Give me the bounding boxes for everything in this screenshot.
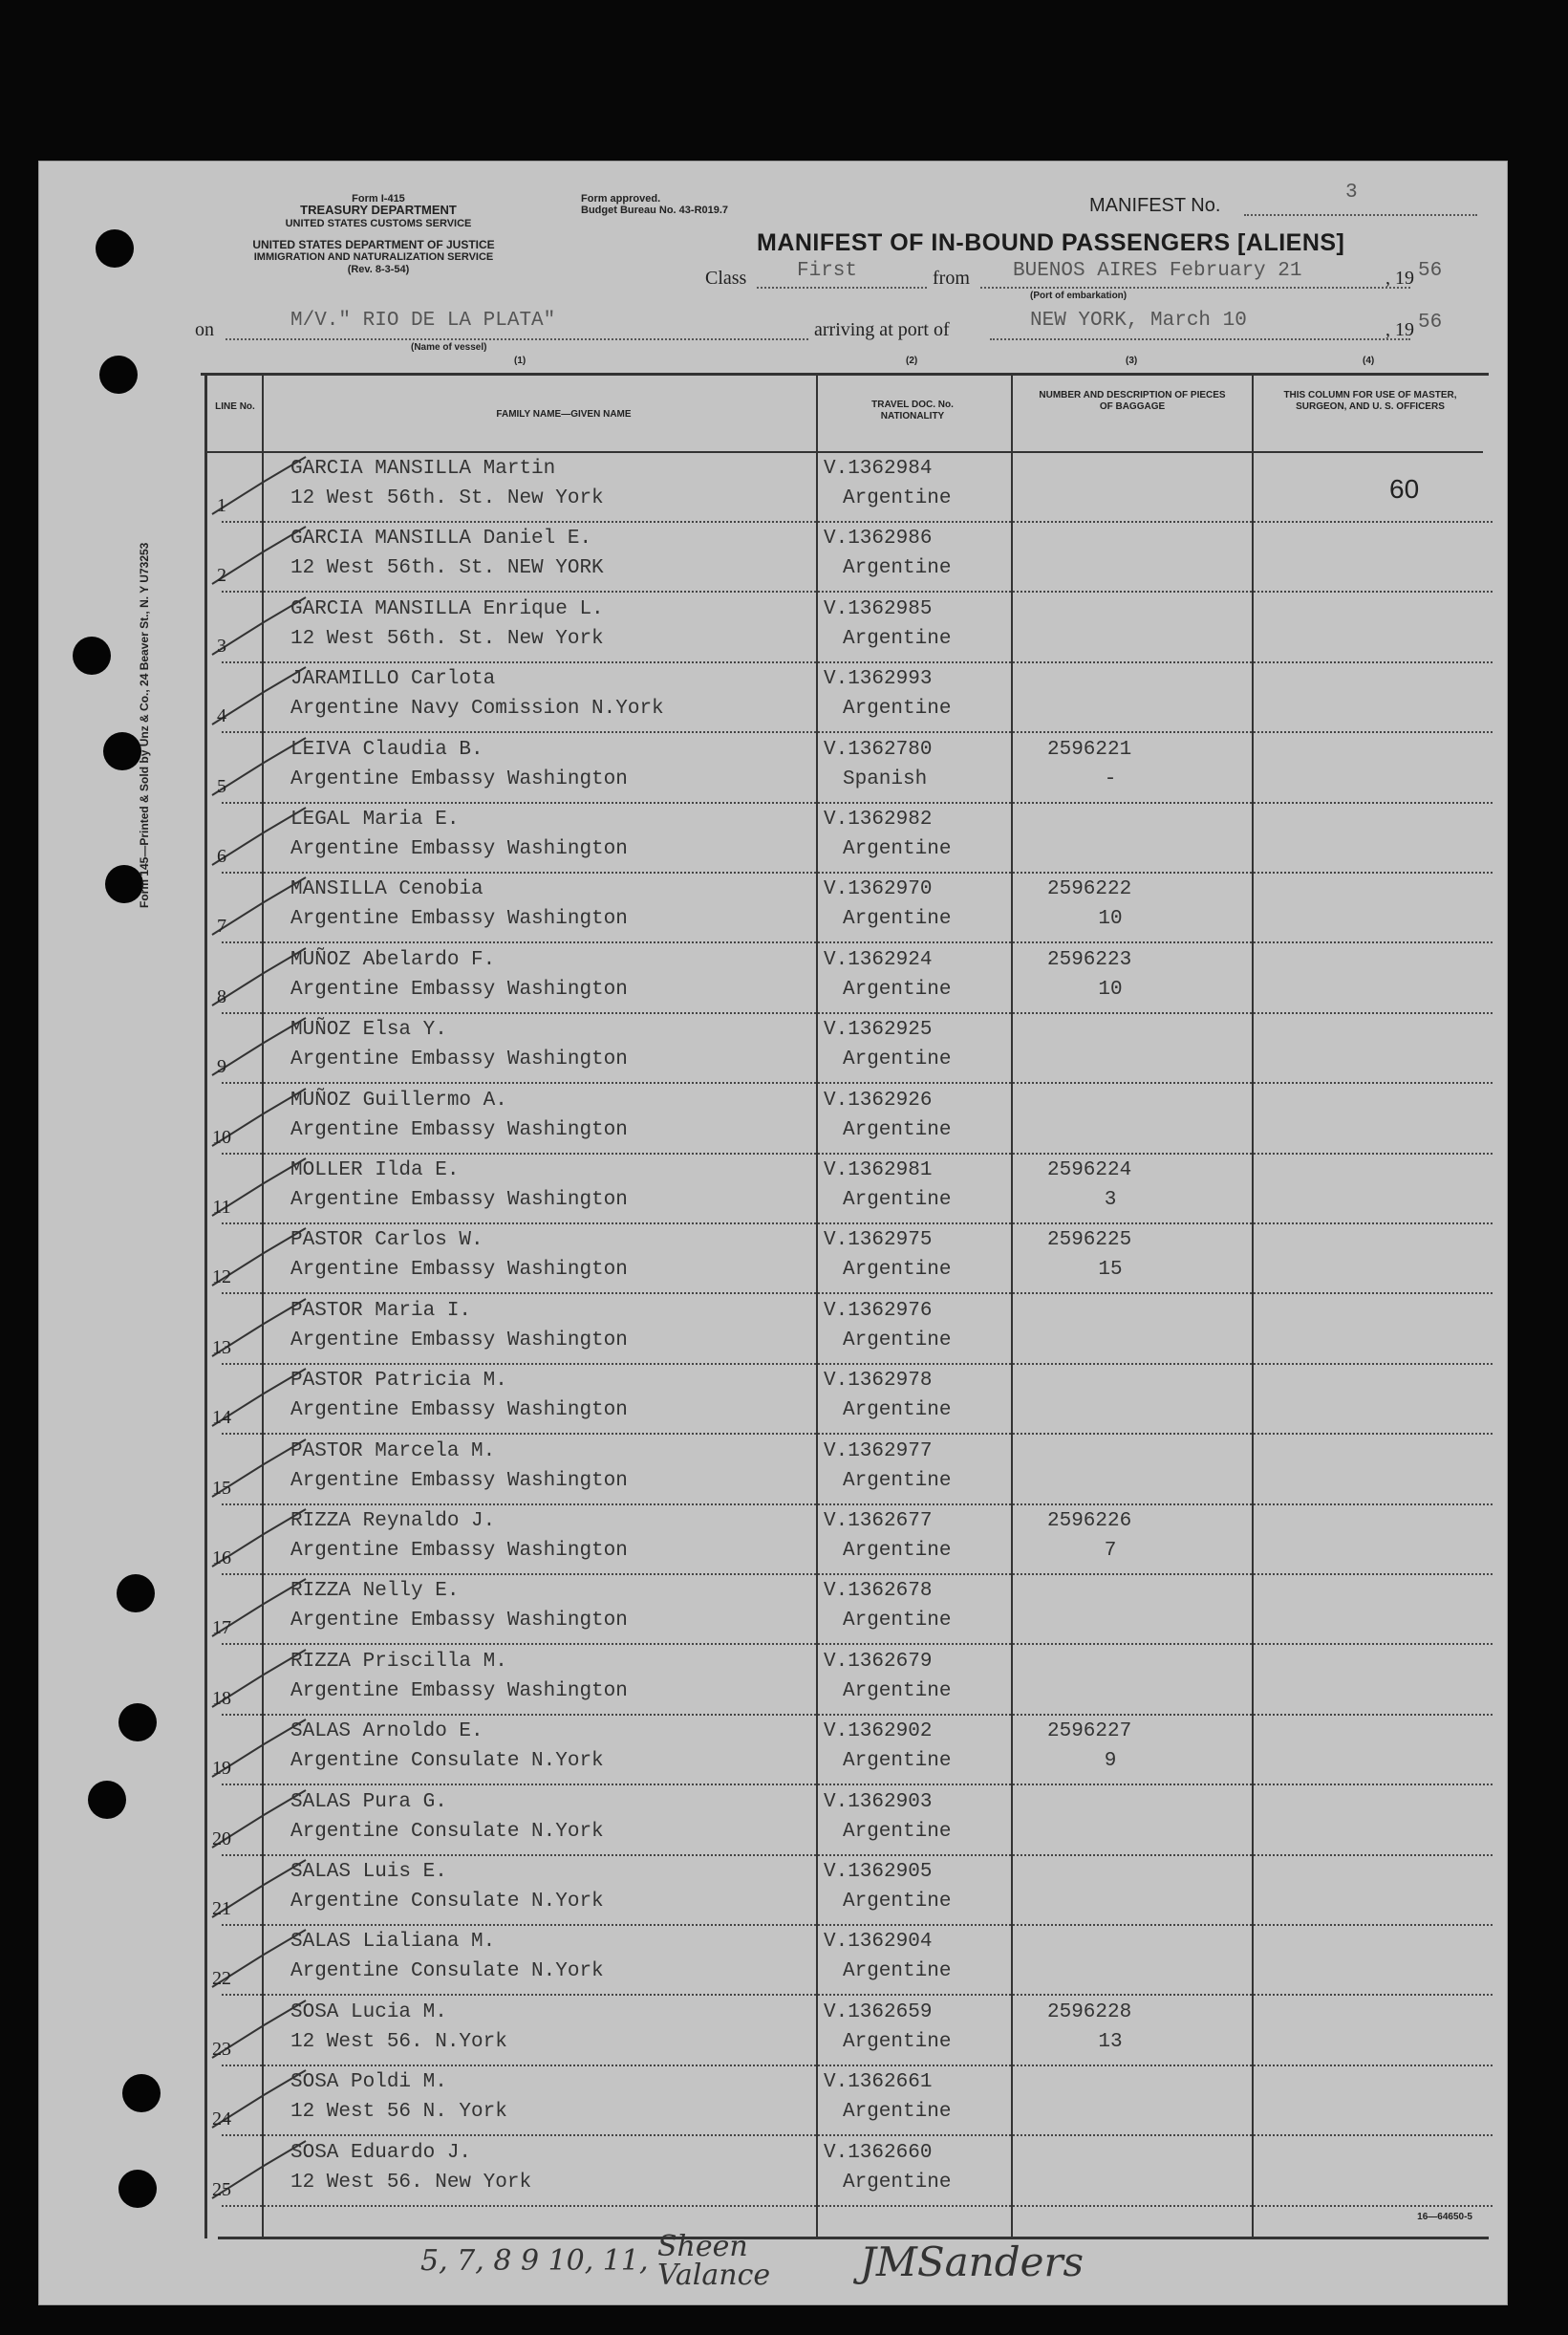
travel-doc-number: V.1362977 <box>824 1439 933 1462</box>
travel-doc-number: V.1362780 <box>824 738 933 761</box>
line-number: 18 <box>212 1687 231 1709</box>
passenger-address: Argentine Embassy Washington <box>290 1259 628 1282</box>
line-number: 16 <box>212 1547 231 1568</box>
passenger-address: Argentine Embassy Washington <box>290 1118 628 1141</box>
printer-imprint: Form 145—Printed & Sold by Unz & Co., 24 Beaver St., N. Y U73253 <box>138 542 151 908</box>
travel-doc-number: V.1362975 <box>824 1229 933 1252</box>
line-number: 4 <box>217 705 226 727</box>
on-label: on <box>195 319 214 340</box>
department: TREASURY DEPARTMENT <box>300 203 457 217</box>
passenger-address: Argentine Embassy Washington <box>290 838 628 860</box>
line-number: 22 <box>212 1968 231 1990</box>
manifest-number: 3 <box>1345 182 1358 204</box>
col-marker-3: (3) <box>1126 356 1138 366</box>
nationality: Argentine <box>843 698 952 721</box>
line-number: 21 <box>212 1898 231 1919</box>
passenger-name: GARCIA MANSILLA Enrique L. <box>290 597 604 620</box>
table-row <box>217 944 1493 1014</box>
baggage-pieces: - <box>1104 768 1117 790</box>
passenger-name: SOSA Lucia M. <box>290 2000 447 2023</box>
passenger-address: Argentine Embassy Washington <box>290 1679 628 1702</box>
punch-hole <box>118 2170 157 2208</box>
line-number: 8 <box>217 985 226 1007</box>
nationality: Argentine <box>843 627 952 650</box>
travel-doc-number: V.1362661 <box>824 2071 933 2094</box>
passenger-name: JARAMILLO Carlota <box>290 668 496 691</box>
passenger-address: Argentine Embassy Washington <box>290 1540 628 1562</box>
nationality: Spanish <box>843 768 928 790</box>
travel-doc-number: V.1362677 <box>824 1510 933 1532</box>
line-number: 6 <box>217 846 226 867</box>
table-row <box>212 1575 1493 1645</box>
passenger-name: GARCIA MANSILLA Daniel E. <box>290 528 592 551</box>
table-row <box>212 1365 1493 1435</box>
nationality: Argentine <box>843 1329 952 1351</box>
travel-doc-number: V.1362678 <box>824 1580 933 1603</box>
line-number: 20 <box>212 1827 231 1849</box>
passenger-address: Argentine Embassy Washington <box>290 768 628 790</box>
class-dotline <box>757 287 927 289</box>
passenger-name: MANSILLA Cenobia <box>290 878 483 901</box>
from-label: from <box>933 268 970 289</box>
officer-note: 60 <box>1389 474 1420 504</box>
table-bottom-border <box>218 2237 1489 2239</box>
baggage-number: 2596226 <box>1047 1510 1132 1532</box>
passenger-address: Argentine Embassy Washington <box>290 1469 628 1492</box>
travel-doc-number: V.1362985 <box>824 597 933 620</box>
line-number: 9 <box>217 1056 226 1078</box>
line-number: 15 <box>212 1477 231 1499</box>
passenger-address: Argentine Consulate N.York <box>290 1891 604 1913</box>
line-number: 23 <box>212 2038 231 2060</box>
year-1: 56 <box>1418 260 1443 282</box>
passenger-address: Argentine Embassy Washington <box>290 1329 628 1351</box>
line-number: 25 <box>212 2178 231 2200</box>
table-row <box>212 1646 1493 1716</box>
passenger-address: 12 West 56th. St. New York <box>290 487 604 509</box>
passenger-address: Argentine Navy Comission N.York <box>290 698 664 721</box>
table-row <box>217 594 1493 663</box>
from-dotline <box>980 287 1410 289</box>
nationality: Argentine <box>843 1750 952 1773</box>
nationality: Argentine <box>843 487 952 509</box>
punch-hole <box>88 1781 126 1819</box>
line-number: 19 <box>212 1758 231 1780</box>
col-header-doc: TRAVEL DOC. No. NATIONALITY <box>871 400 954 422</box>
year-2: 56 <box>1418 312 1443 334</box>
justice-department: UNITED STATES DEPARTMENT OF JUSTICE <box>252 238 495 251</box>
table-row <box>217 874 1493 943</box>
col-header-officers: THIS COLUMN FOR USE OF MASTER, SURGEON, AND U. S. OFFICERS <box>1283 390 1457 412</box>
manifest-title: MANIFEST OF IN-BOUND PASSENGERS [ALIENS] <box>757 229 1345 256</box>
passenger-address: 12 West 56 N. York <box>290 2101 507 2124</box>
handwritten-names: Sheen Valance <box>657 2230 771 2292</box>
passenger-address: Argentine Consulate N.York <box>290 1960 604 1983</box>
passenger-address: Argentine Embassy Washington <box>290 1049 628 1071</box>
form-code: 16—64650-5 <box>1417 2212 1472 2222</box>
table-row <box>212 1505 1493 1575</box>
passenger-address: Argentine Embassy Washington <box>290 908 628 931</box>
table-top-border <box>201 373 1489 376</box>
col-marker-1: (1) <box>514 356 526 366</box>
travel-doc-number: V.1362993 <box>824 668 933 691</box>
passenger-name: MUÑOZ Elsa Y. <box>290 1019 447 1042</box>
nationality: Argentine <box>843 1540 952 1562</box>
passenger-name: RIZZA Priscilla M. <box>290 1650 507 1673</box>
table-row <box>212 1716 1493 1785</box>
table-row <box>212 1224 1493 1294</box>
travel-doc-number: V.1362986 <box>824 528 933 551</box>
line-number: 10 <box>212 1126 231 1148</box>
form-number: Form I-415 <box>352 193 405 205</box>
col-marker-2: (2) <box>906 356 918 366</box>
line-number: 13 <box>212 1336 231 1358</box>
class-value: First <box>797 260 858 282</box>
nationality: Argentine <box>843 2030 952 2053</box>
table-row <box>217 1014 1493 1084</box>
handwritten-line-numbers: 5, 7, 8 9 10, 11, <box>420 2244 649 2278</box>
baggage-pieces: 9 <box>1104 1750 1117 1773</box>
punch-hole <box>99 356 138 394</box>
passenger-name: LEIVA Claudia B. <box>290 738 483 761</box>
punch-hole <box>103 732 141 770</box>
line-number: 11 <box>212 1197 231 1218</box>
passenger-name: SALAS Arnoldo E. <box>290 1720 483 1743</box>
baggage-pieces: 13 <box>1098 2030 1123 2053</box>
passenger-address: Argentine Consulate N.York <box>290 1750 604 1773</box>
travel-doc-number: V.1362902 <box>824 1720 933 1743</box>
travel-doc-number: V.1362984 <box>824 458 933 480</box>
line-number: 12 <box>212 1266 231 1288</box>
baggage-pieces: 7 <box>1104 1540 1117 1562</box>
passenger-address: Argentine Embassy Washington <box>290 1610 628 1632</box>
form-approved: Form approved. <box>581 193 661 205</box>
travel-doc-number: V.1362978 <box>824 1370 933 1393</box>
passenger-name: LEGAL Maria E. <box>290 809 460 831</box>
nationality: Argentine <box>843 978 952 1001</box>
passenger-name: PASTOR Patricia M. <box>290 1370 507 1393</box>
table-row <box>217 663 1493 733</box>
passenger-address: Argentine Embassy Washington <box>290 1399 628 1422</box>
baggage-number: 2596221 <box>1047 738 1132 761</box>
passenger-address: 12 West 56th. St. NEW YORK <box>290 557 604 580</box>
nationality: Argentine <box>843 1259 952 1282</box>
nationality: Argentine <box>843 1891 952 1913</box>
nationality: Argentine <box>843 1118 952 1141</box>
table-row <box>217 453 1493 523</box>
nationality: Argentine <box>843 2171 952 2194</box>
passenger-address: Argentine Embassy Washington <box>290 1189 628 1211</box>
passenger-name: SOSA Poldi M. <box>290 2071 447 2094</box>
punch-hole <box>73 637 111 675</box>
nationality: Argentine <box>843 1049 952 1071</box>
vessel-dotline <box>226 338 808 340</box>
baggage-number: 2596222 <box>1047 878 1132 901</box>
nationality: Argentine <box>843 1679 952 1702</box>
travel-doc-number: V.1362924 <box>824 948 933 971</box>
table-row <box>212 2137 1493 2207</box>
travel-doc-number: V.1362660 <box>824 2141 933 2164</box>
manifest-label: MANIFEST No. <box>1089 195 1221 216</box>
officer-signature: JMSanders <box>860 2238 1085 2285</box>
travel-doc-number: V.1362982 <box>824 809 933 831</box>
punch-hole <box>96 229 134 268</box>
line-number: 24 <box>212 2108 231 2130</box>
travel-doc-number: V.1362659 <box>824 2000 933 2023</box>
punch-hole <box>117 1574 155 1612</box>
travel-doc-number: V.1362679 <box>824 1650 933 1673</box>
nationality: Argentine <box>843 2101 952 2124</box>
passenger-address: Argentine Consulate N.York <box>290 1820 604 1843</box>
col-header-line: LINE No. <box>215 401 255 412</box>
passenger-name: RIZZA Reynaldo J. <box>290 1510 496 1532</box>
passenger-address: 12 West 56th. St. New York <box>290 627 604 650</box>
table-row <box>212 1786 1493 1856</box>
travel-doc-number: V.1362905 <box>824 1861 933 1883</box>
table-row <box>212 1926 1493 1996</box>
nationality: Argentine <box>843 557 952 580</box>
passenger-name: SALAS Pura G. <box>290 1790 447 1813</box>
customs-service: UNITED STATES CUSTOMS SERVICE <box>285 218 472 229</box>
travel-doc-number: V.1362926 <box>824 1089 933 1112</box>
nationality: Argentine <box>843 908 952 931</box>
port-caption: (Port of embarkation) <box>1030 291 1128 301</box>
passenger-name: MUÑOZ Abelardo F. <box>290 948 496 971</box>
baggage-number: 2596225 <box>1047 1229 1132 1252</box>
arrival-value: NEW YORK, March 10 <box>1030 310 1247 332</box>
revision: (Rev. 8-3-54) <box>347 264 410 275</box>
travel-doc-number: V.1362976 <box>824 1299 933 1322</box>
passenger-name: SALAS Lialiana M. <box>290 1931 496 1954</box>
year-prefix-1: , 19 <box>1385 268 1414 289</box>
table-row <box>212 1155 1493 1224</box>
budget-bureau: Budget Bureau No. 43-R019.7 <box>581 205 729 216</box>
baggage-pieces: 3 <box>1104 1189 1117 1211</box>
table-row <box>212 1436 1493 1505</box>
nationality: Argentine <box>843 1399 952 1422</box>
passenger-name: MOLLER Ilda E. <box>290 1159 460 1181</box>
arriving-label: arriving at port of <box>814 319 950 340</box>
passenger-address: Argentine Embassy Washington <box>290 978 628 1001</box>
line-number: 3 <box>217 635 226 657</box>
arrival-dotline <box>990 338 1410 340</box>
line-number: 1 <box>217 495 226 516</box>
ins-service: IMMIGRATION AND NATURALIZATION SERVICE <box>253 251 494 263</box>
passenger-name: PASTOR Maria I. <box>290 1299 472 1322</box>
line-number: 5 <box>217 775 226 797</box>
punch-hole <box>118 1703 157 1741</box>
baggage-pieces: 10 <box>1098 908 1123 931</box>
travel-doc-number: V.1362970 <box>824 878 933 901</box>
passenger-name: PASTOR Carlos W. <box>290 1229 483 1252</box>
passenger-address: 12 West 56. N.York <box>290 2030 507 2053</box>
passenger-name: SOSA Eduardo J. <box>290 2141 472 2164</box>
passenger-address: 12 West 56. New York <box>290 2171 532 2194</box>
punch-hole <box>122 2074 161 2112</box>
table-row <box>217 734 1493 804</box>
travel-doc-number: V.1362903 <box>824 1790 933 1813</box>
col-header-name: FAMILY NAME—GIVEN NAME <box>496 409 632 420</box>
nationality: Argentine <box>843 1189 952 1211</box>
vessel-caption: (Name of vessel) <box>411 342 487 353</box>
table-row <box>217 523 1493 593</box>
baggage-pieces: 10 <box>1098 978 1123 1001</box>
line-number: 17 <box>212 1617 231 1639</box>
col-marker-4: (4) <box>1363 356 1375 366</box>
baggage-number: 2596223 <box>1047 948 1132 971</box>
class-label: Class <box>705 268 747 289</box>
nationality: Argentine <box>843 1820 952 1843</box>
passenger-name: PASTOR Marcela M. <box>290 1439 496 1462</box>
nationality: Argentine <box>843 1469 952 1492</box>
row-dotted-rule <box>222 2205 1493 2207</box>
travel-doc-number: V.1362904 <box>824 1931 933 1954</box>
table-row <box>212 2066 1493 2136</box>
table-row <box>212 1856 1493 1926</box>
table-row <box>212 1997 1493 2066</box>
vessel-name: M/V." RIO DE LA PLATA" <box>290 310 556 332</box>
nationality: Argentine <box>843 838 952 860</box>
passenger-name: MUÑOZ Guillermo A. <box>290 1089 507 1112</box>
nationality: Argentine <box>843 1960 952 1983</box>
table-row <box>212 1295 1493 1365</box>
from-value: BUENOS AIRES February 21 <box>1013 260 1302 282</box>
line-number: 2 <box>217 565 226 587</box>
line-number: 14 <box>212 1407 231 1429</box>
nationality: Argentine <box>843 1610 952 1632</box>
passenger-name: SALAS Luis E. <box>290 1861 447 1883</box>
line-number: 7 <box>217 916 226 938</box>
table-row <box>217 804 1493 874</box>
baggage-number: 2596227 <box>1047 1720 1132 1743</box>
year-prefix-2: , 19 <box>1385 319 1414 340</box>
col-header-baggage: NUMBER AND DESCRIPTION OF PIECES OF BAGGAGE <box>1039 390 1226 412</box>
baggage-number: 2596228 <box>1047 2000 1132 2023</box>
manifest-dotline <box>1244 214 1477 216</box>
travel-doc-number: V.1362981 <box>824 1159 933 1181</box>
passenger-name: GARCIA MANSILLA Martin <box>290 458 556 480</box>
baggage-number: 2596224 <box>1047 1159 1132 1181</box>
baggage-pieces: 15 <box>1098 1259 1123 1282</box>
table-row <box>212 1085 1493 1155</box>
travel-doc-number: V.1362925 <box>824 1019 933 1042</box>
passenger-name: RIZZA Nelly E. <box>290 1580 460 1603</box>
